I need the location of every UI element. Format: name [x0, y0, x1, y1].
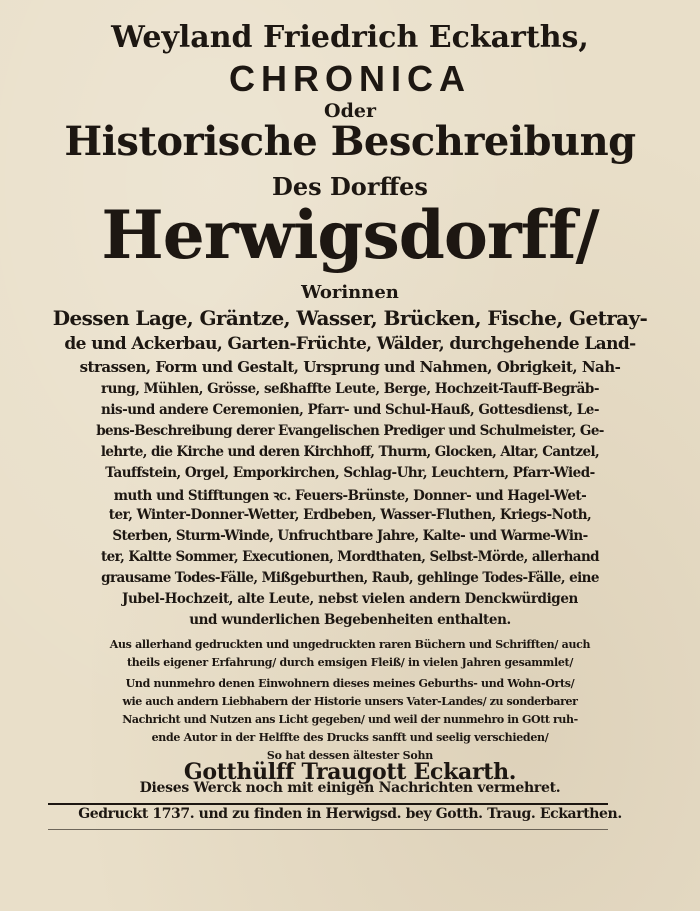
source-line: Und nunmehro denen Einwohnern dieses meines Geburths- und Wohn-Orts/ — [125, 677, 575, 690]
description-line: Dessen Lage, Gräntze, Wasser, Brücken, Fische, Getray- — [52, 306, 648, 330]
des-dorffes-line: Des Dorffes — [272, 172, 428, 201]
historische-heading: Historische Beschreibung — [64, 118, 636, 165]
source-line: wie auch andern Liebhabern der Historie unsers Vater-Landes/ zu sonderbarer — [122, 695, 578, 708]
oder-word: Oder — [324, 100, 376, 122]
author-line: Weyland Friedrich Eckarths, — [111, 20, 589, 55]
herwigsdorff-heading: Herwigsdorff/ — [101, 196, 599, 274]
imprint-line: Gedruckt 1737. und zu finden in Herwigsd. bey Gotth. Traug. Eckarthen. — [78, 806, 622, 822]
description-line: de und Ackerbau, Garten-Früchte, Wälder, durchgehende Land- — [64, 334, 636, 354]
description-line: strassen, Form und Gestalt, Ursprung und Nahmen, Obrigkeit, Nah- — [79, 358, 621, 376]
divider-rule — [48, 803, 608, 805]
description-line: grausame Todes-Fälle, Mißgeburthen, Raub, gehlinge Todes-Fälle, eine — [101, 570, 599, 586]
description-line: lehrte, die Kirche und deren Kirchhoff, Thurm, Glocken, Altar, Cantzel, — [100, 444, 600, 460]
source-line: Aus allerhand gedruckten und ungedruckten raren Büchern und Schrifften/ auch — [109, 638, 591, 651]
source-line: theils eigener Erfahrung/ durch emsigen Fleiß/ in vielen Jahren gesammlet/ — [126, 656, 574, 669]
description-line: bens-Beschreibung derer Evangelischen Prediger und Schulmeister, Ge- — [96, 423, 604, 439]
description-line: ter, Winter-Donner-Wetter, Erdbeben, Wasser-Fluthen, Kriegs-Noth, — [108, 507, 592, 523]
description-line: nis-und andere Ceremonien, Pfarr- und Schul-Hauß, Gottesdienst, Le- — [101, 402, 599, 418]
source-line: Nachricht und Nutzen ans Licht gegeben/ und weil der nunmehro in GOtt ruh- — [122, 713, 578, 726]
description-line: muth und Stifftungen ꝛc. Feuers-Brünste, Donner- und Hagel-Wet- — [113, 488, 587, 504]
son-name: Gotthülff Traugott Eckarth. — [183, 759, 517, 785]
description-line: Sterben, Sturm-Winde, Unfruchtbare Jahre, Kalte- und Warme-Win- — [112, 528, 588, 544]
description-line: Jubel-Hochzeit, alte Leute, nebst vielen andern Denckwürdigen — [122, 591, 578, 607]
source-line: So hat dessen ältester Sohn — [266, 749, 434, 762]
addition-line: Dieses Werck noch mit einigen Nachrichten vermehret. — [139, 780, 561, 796]
description-line: rung, Mühlen, Grösse, seßhaffte Leute, Berge, Hochzeit-Tauff-Begräb- — [101, 381, 599, 397]
source-line: ende Autor in der Helffte des Drucks sanfft und seelig verschieden/ — [151, 731, 549, 744]
worinnen-word: Worinnen — [301, 282, 399, 303]
chronica-heading: CHRONICA — [229, 58, 471, 99]
description-line: und wunderlichen Begebenheiten enthalten. — [189, 612, 511, 628]
description-line: Tauffstein, Orgel, Emporkirchen, Schlag-Uhr, Leuchtern, Pfarr-Wied- — [105, 465, 595, 481]
description-line: ter, Kaltte Sommer, Executionen, Mordthaten, Selbst-Mörde, allerhand — [100, 549, 599, 565]
divider-rule-bottom — [48, 829, 608, 830]
